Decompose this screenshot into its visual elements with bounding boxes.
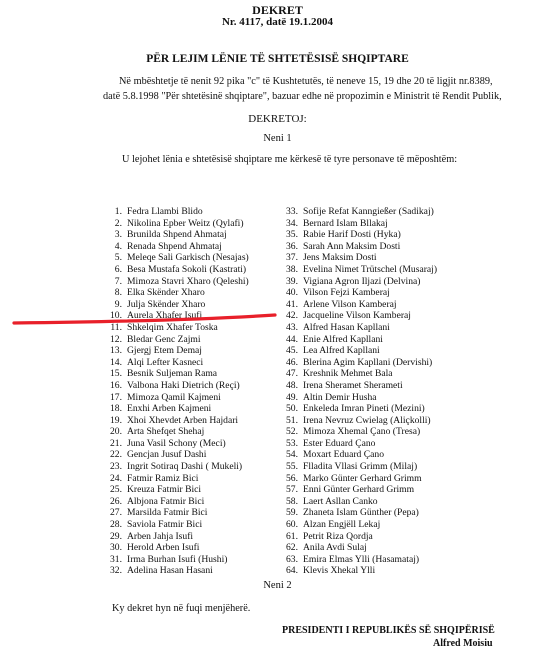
person-name: Bledar Genc Zajmi (127, 333, 201, 345)
decree-subject: PËR LEJIM LËNIE TË SHTETËSISË SHQIPTARE (146, 53, 409, 65)
person-number: 56. (286, 472, 298, 484)
person-number: 34. (286, 217, 298, 229)
person-item (285, 218, 437, 230)
person-number: 12. (110, 333, 122, 345)
person-item (108, 415, 249, 427)
person-item (108, 345, 249, 357)
person-name: Laert Asllan Canko (303, 495, 378, 507)
person-item (108, 299, 249, 311)
person-item (285, 229, 437, 241)
person-number: 19. (110, 414, 122, 426)
person-name: Evelina Nimet Trütschel (Musaraj) (303, 263, 438, 275)
person-item (285, 380, 437, 392)
person-item (108, 229, 249, 241)
person-name: Arlene Vilson Kamberaj (303, 298, 397, 310)
person-item (108, 276, 249, 288)
person-name: Sofije Refat Kanngießer (Sadikaj) (303, 206, 434, 217)
person-item (108, 334, 249, 346)
person-name: Alqi Lefter Kasneci (127, 356, 204, 368)
person-number: 42. (286, 310, 298, 322)
person-number: 58. (286, 495, 298, 507)
article-1-heading: Neni 1 (263, 133, 292, 144)
person-item (285, 299, 437, 311)
person-number: 6. (114, 263, 122, 275)
person-name: Enni Günter Gerhard Grimm (303, 484, 415, 496)
person-name: Klevis Xhekal Ylli (303, 565, 376, 577)
persons-list-right (285, 206, 437, 577)
person-item (108, 392, 249, 404)
person-name: Renada Shpend Ahmataj (127, 240, 222, 252)
person-item (285, 322, 437, 334)
person-number: 33. (286, 206, 298, 217)
person-number: 29. (110, 530, 122, 542)
person-number: 17. (110, 391, 122, 403)
person-name: Meleqe Sali Garkisch (Nesajas) (127, 252, 249, 264)
person-name: Mimoza Stavri Xharo (Qeleshi) (127, 275, 249, 287)
person-item (108, 461, 249, 473)
person-number: 60. (286, 519, 298, 531)
person-name: Shkelqim Xhafer Toska (127, 321, 218, 333)
article-1-intro: U lejohet lënia e shtetësisë shqiptare me kërkesë të tyre personave të mëposhtëm: (122, 154, 458, 165)
person-number: 57. (286, 484, 298, 496)
person-number: 52. (286, 426, 298, 438)
person-name: Mimoza Xhemal Çano (Tresa) (303, 426, 421, 438)
person-number: 2. (114, 217, 122, 229)
person-number: 48. (286, 379, 298, 391)
person-name: Gjergj Etem Demaj (127, 345, 202, 357)
person-item (285, 438, 437, 450)
person-name: Ester Eduard Çano (303, 437, 376, 449)
person-name: Valbona Haki Dietrich (Reçi) (127, 379, 240, 391)
person-number: 37. (286, 252, 298, 264)
person-number: 1. (114, 206, 122, 217)
person-number: 23. (110, 461, 122, 473)
person-number: 28. (110, 519, 122, 531)
person-name: Besa Mustafa Sokoli (Kastrati) (127, 263, 247, 275)
person-name: Adelina Hasan Hasani (127, 565, 213, 577)
signature-title: PRESIDENTI I REPUBLIKËS SË SHQIPËRISË (282, 625, 495, 636)
person-name: Xhoi Xhevdet Arben Hajdari (127, 414, 239, 426)
person-item (285, 334, 437, 346)
person-item (285, 484, 437, 496)
person-name: Marsilda Fatmir Bici (127, 507, 208, 519)
preamble-line-2: datë 5.8.1998 "Për shtetësinë shqiptare", bazuar edhe në propozimin e Ministrit të Rendit Publik, (103, 91, 502, 102)
person-item (285, 392, 437, 404)
person-number: 61. (286, 530, 298, 542)
person-name: Jacqueline Vilson Kamberaj (303, 310, 411, 322)
person-name: Altin Demir Husha (303, 391, 377, 403)
person-name: Petrit Riza Qordja (303, 530, 373, 542)
person-item (108, 496, 249, 508)
person-item (285, 542, 437, 554)
person-number: 55. (286, 461, 298, 473)
person-item (285, 287, 437, 299)
person-item (285, 473, 437, 485)
person-number: 26. (110, 495, 122, 507)
person-number: 9. (114, 298, 122, 310)
person-name: Enkeleda Imran Pineti (Mezini) (303, 403, 425, 415)
person-name: Ingrit Sotiraq Dashi ( Mukeli) (127, 461, 243, 473)
person-item (108, 380, 249, 392)
person-item (285, 206, 437, 218)
person-name: Arben Jahja Isufi (127, 530, 194, 542)
person-name: Julja Skënder Xharo (127, 298, 206, 310)
person-item (108, 426, 249, 438)
person-item (108, 264, 249, 276)
document-title: DEKRET (252, 3, 303, 17)
person-name: Besnik Suljeman Rama (127, 368, 218, 380)
persons-list-left (108, 206, 249, 577)
person-number: 18. (110, 403, 122, 415)
person-name: Irena Nevruz Cwielag (Aliçkolli) (303, 414, 431, 426)
person-item (108, 206, 249, 218)
person-item (285, 507, 437, 519)
person-name: Arta Shefqet Shehaj (127, 426, 205, 438)
person-number: 38. (286, 263, 298, 275)
person-number: 11. (110, 321, 122, 333)
person-name: Herold Arben Isufi (127, 542, 200, 554)
preamble (105, 74, 545, 104)
person-name: Brunilda Shpend Ahmataj (127, 229, 227, 241)
person-name: Zhaneta Islam Günther (Pepa) (303, 507, 419, 519)
person-number: 31. (110, 553, 122, 565)
decree-number: Nr. 4117, datë 19.1.2004 (221, 16, 334, 28)
person-item (285, 461, 437, 473)
person-name: Enxhi Arben Kajmeni (127, 403, 212, 415)
person-number: 46. (286, 356, 298, 368)
person-item (285, 252, 437, 264)
person-name: Mimoza Qamil Kajmeni (127, 391, 221, 403)
person-name: Fatmir Ramiz Bici (127, 472, 199, 484)
person-number: 40. (286, 287, 298, 299)
person-number: 41. (286, 298, 298, 310)
person-name: Gencjan Jusuf Dashi (127, 449, 207, 461)
person-item (108, 241, 249, 253)
person-item (108, 542, 249, 554)
person-name: Elka Skënder Xharo (127, 287, 205, 299)
person-name: Moxart Eduard Çano (303, 449, 384, 461)
person-item (108, 310, 249, 322)
person-item (108, 322, 249, 334)
person-item (285, 565, 437, 577)
person-item (285, 531, 437, 543)
person-number: 43. (286, 321, 298, 333)
person-name: Irma Burhan Isufi (Hushi) (127, 553, 228, 565)
person-item (108, 554, 249, 566)
person-name: Juna Vasil Schony (Meci) (127, 437, 226, 449)
person-item (285, 345, 437, 357)
person-item (285, 496, 437, 508)
person-name: Marko Günter Gerhard Grimm (303, 472, 422, 484)
preamble-line-1: Në mbështetje të nenit 92 pika "c" të Kushtetutës, të neneve 15, 19 dhe 20 të ligjit nr.8389, (119, 76, 493, 87)
person-number: 22. (110, 449, 122, 461)
person-item (108, 438, 249, 450)
person-item (108, 565, 249, 577)
person-name: Lea Alfred Kapllani (303, 345, 380, 357)
person-name: Flladita Vllasi Grimm (Milaj) (303, 461, 418, 473)
person-item (108, 519, 249, 531)
person-number: 10. (110, 310, 122, 322)
person-name: Kreuza Fatmir Bici (127, 484, 202, 496)
person-item (108, 287, 249, 299)
person-number: 53. (286, 437, 298, 449)
person-number: 4. (114, 240, 122, 252)
person-number: 35. (286, 229, 298, 241)
person-item (285, 415, 437, 427)
person-item (285, 554, 437, 566)
person-number: 20. (110, 426, 122, 438)
person-number: 15. (110, 368, 122, 380)
person-item (108, 507, 249, 519)
person-name: Vigiana Agron Iljazi (Delvina) (303, 275, 421, 287)
person-item (285, 449, 437, 461)
person-number: 44. (286, 333, 298, 345)
person-number: 51. (286, 414, 298, 426)
person-number: 54. (286, 449, 298, 461)
person-name: Nikolina Epber Weitz (Qylafi) (127, 217, 244, 229)
person-name: Albjona Fatmir Bici (127, 495, 205, 507)
person-item (108, 484, 249, 496)
person-item (285, 276, 437, 288)
person-number: 21. (110, 437, 122, 449)
person-name: Sarah Ann Maksim Dosti (303, 240, 401, 252)
person-item (108, 252, 249, 264)
article-2-text: Ky dekret hyn në fuqi menjëherë. (112, 603, 251, 614)
person-name: Emira Elmas Ylli (Hasamataj) (303, 553, 420, 565)
person-name: Kreshnik Mehmet Bala (303, 368, 393, 380)
person-name: Blerina Agim Kapllani (Dervishi) (303, 356, 433, 368)
person-item (108, 473, 249, 485)
person-name: Vilson Fejzi Kamberaj (303, 287, 390, 299)
person-item (285, 241, 437, 253)
person-number: 5. (114, 252, 122, 264)
person-number: 30. (110, 542, 122, 554)
person-item (108, 403, 249, 415)
person-item (108, 357, 249, 369)
person-number: 64. (286, 565, 298, 577)
person-number: 16. (110, 379, 122, 391)
person-name: Alzan Engjëll Lekaj (303, 519, 381, 531)
person-name: Jens Maksim Dosti (303, 252, 377, 264)
person-item (108, 368, 249, 380)
person-item (285, 426, 437, 438)
person-number: 63. (286, 553, 298, 565)
person-number: 62. (286, 542, 298, 554)
person-number: 7. (114, 275, 122, 287)
person-number: 32. (110, 565, 122, 577)
person-name: Rabie Harif Dosti (Hyka) (303, 229, 401, 241)
person-number: 8. (114, 287, 122, 299)
person-name: Fedra Llambi Blido (127, 206, 203, 217)
person-number: 59. (286, 507, 298, 519)
person-name: Alfred Hasan Kapllani (303, 321, 390, 333)
signature-name: Alfred Moisiu (433, 638, 493, 649)
person-number: 27. (110, 507, 122, 519)
person-item (108, 531, 249, 543)
person-name: Enie Alfred Kapllani (303, 333, 383, 345)
article-2-heading: Neni 2 (263, 580, 292, 591)
person-item (285, 310, 437, 322)
person-name: Bernard Islam Bllakaj (303, 217, 388, 229)
person-name: Aurela Xhafer Isufi (127, 310, 203, 322)
person-number: 45. (286, 345, 298, 357)
person-number: 39. (286, 275, 298, 287)
person-item (285, 403, 437, 415)
person-number: 47. (286, 368, 298, 380)
person-number: 24. (110, 472, 122, 484)
person-number: 14. (110, 356, 122, 368)
person-number: 36. (286, 240, 298, 252)
person-number: 3. (114, 229, 122, 241)
person-name: Saviola Fatmir Bici (127, 519, 203, 531)
person-item (285, 368, 437, 380)
decree-word: DEKRETOJ: (248, 113, 307, 125)
person-item (108, 449, 249, 461)
person-number: 49. (286, 391, 298, 403)
person-number: 25. (110, 484, 122, 496)
person-number: 50. (286, 403, 298, 415)
person-number: 13. (110, 345, 122, 357)
person-name: Irena Sheramet Sherameti (303, 379, 403, 391)
person-item (285, 264, 437, 276)
person-item (285, 357, 437, 369)
person-item (108, 218, 249, 230)
person-item (285, 519, 437, 531)
person-name: Anila Avdi Sulaj (303, 542, 367, 554)
